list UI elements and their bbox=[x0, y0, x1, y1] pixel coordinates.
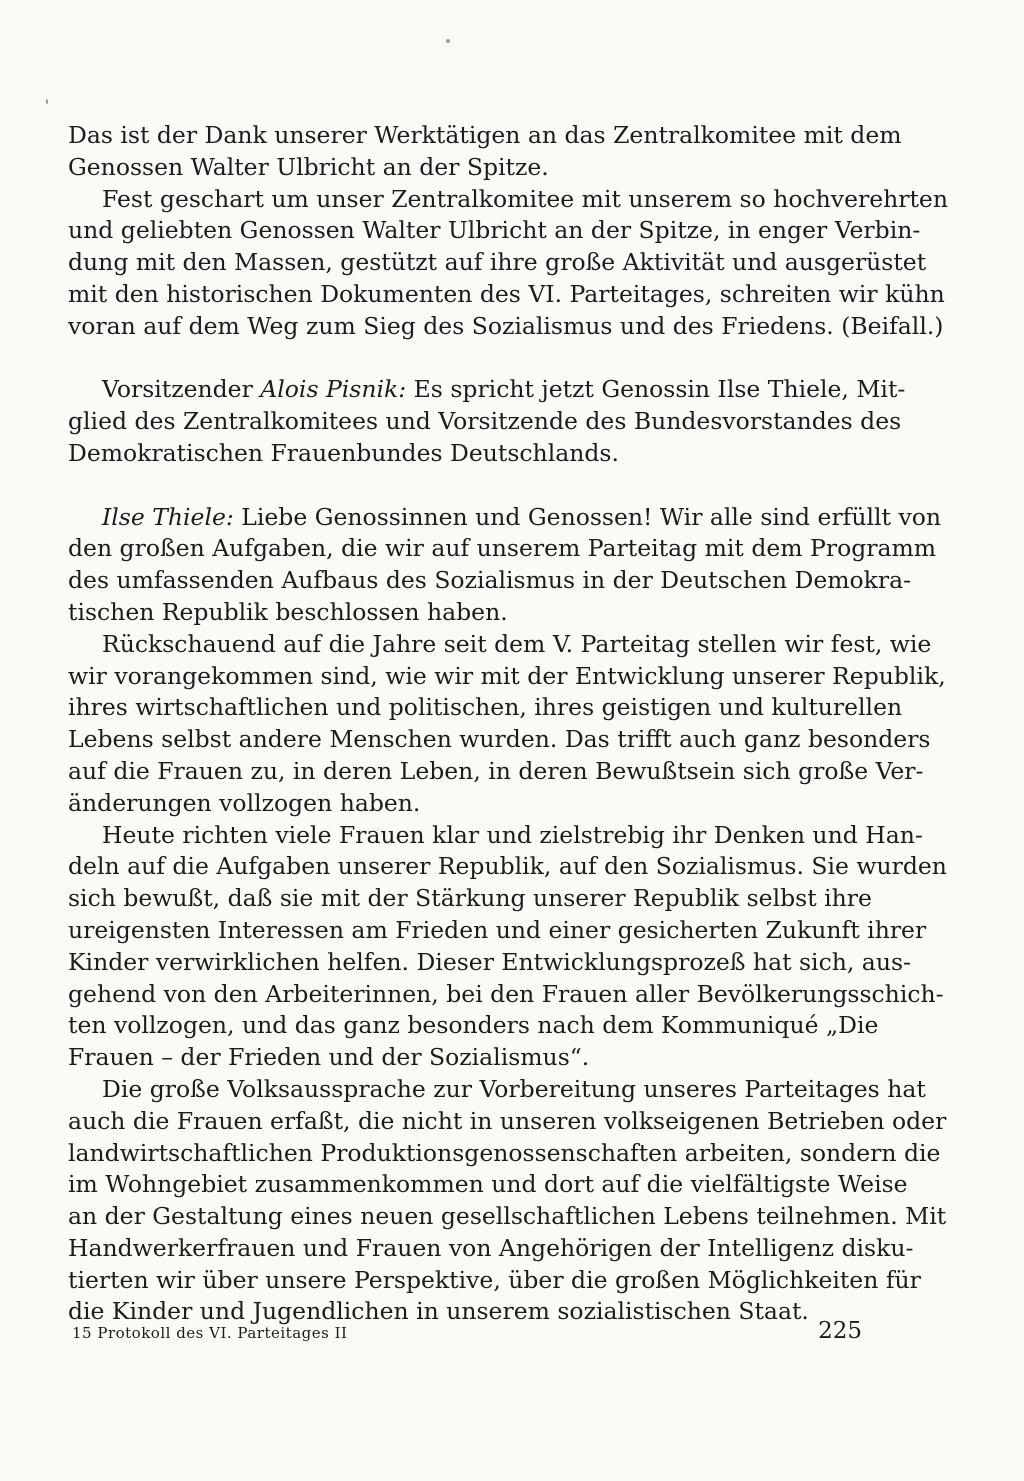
text-line: den großen Aufgaben, die wir auf unserem Parteitag mit dem Programm bbox=[68, 534, 937, 563]
text-line: ihres wirtschaftlichen und politischen, ihres geistigen und kulturellen bbox=[68, 693, 903, 722]
text-line: auf die Frauen zu, in deren Leben, in deren Bewußtsein sich große Ver- bbox=[68, 756, 924, 785]
text-line: mit den historischen Dokumenten des VI. Parteitages, schreiten wir kühn bbox=[68, 279, 945, 308]
paragraph bbox=[68, 1074, 947, 1328]
page-number: 225 bbox=[818, 1318, 862, 1344]
text-line: Handwerkerfrauen und Frauen von Angehörigen der Intelligenz disku- bbox=[68, 1233, 914, 1262]
text-line bbox=[68, 374, 906, 406]
page-footer bbox=[72, 1318, 862, 1350]
text-line: auch die Frauen erfaßt, die nicht in unseren volkseigenen Betrieben oder bbox=[68, 1106, 947, 1135]
paragraph-gap bbox=[68, 470, 868, 502]
text-line: voran auf dem Weg zum Sieg des Sozialismus und des Friedens. (Beifall.) bbox=[68, 311, 944, 340]
print-speck bbox=[46, 99, 48, 104]
text-line: Fest geschart um unser Zentralkomitee mit unserem so hochverehrten bbox=[102, 184, 948, 213]
text-fragment: Es spricht jetzt Genossin Ilse Thiele, Mit- bbox=[406, 375, 906, 404]
text-line: gehend von den Arbeiterinnen, bei den Frauen aller Bevölkerungsschich- bbox=[68, 979, 944, 1008]
text-line: sich bewußt, daß sie mit der Stärkung unserer Republik selbst ihre bbox=[68, 884, 872, 913]
text-fragment: Liebe Genossinnen und Genossen! Wir alle sind erfüllt von bbox=[233, 502, 942, 531]
document-body bbox=[68, 120, 948, 1328]
text-line: des umfassenden Aufbaus des Sozialismus in der Deutschen Demokra- bbox=[68, 566, 912, 595]
text-line: und geliebten Genossen Walter Ulbricht an der Spitze, in enger Verbin- bbox=[68, 216, 921, 245]
text-line: Genossen Walter Ulbricht an der Spitze. bbox=[68, 152, 549, 181]
text-line: ureigensten Interessen am Frieden und einer gesicherten Zukunft ihrer bbox=[68, 915, 927, 944]
paragraph-gap bbox=[68, 343, 868, 375]
text-line: dung mit den Massen, gestützt auf ihre große Aktivität und ausgerüstet bbox=[68, 248, 927, 277]
footer-signature: 15 Protokoll des VI. Parteitages II bbox=[72, 1324, 348, 1342]
chair-title: Vorsitzender bbox=[102, 375, 261, 404]
print-speck bbox=[446, 39, 450, 43]
paragraph bbox=[68, 184, 948, 343]
text-line bbox=[68, 502, 942, 534]
text-line: tierten wir über unsere Perspektive, über die großen Möglichkeiten für bbox=[68, 1265, 921, 1294]
paragraph bbox=[68, 120, 902, 184]
text-line: Frauen – der Frieden und der Sozialismus“. bbox=[68, 1043, 590, 1072]
text-line: änderungen vollzogen haben. bbox=[68, 788, 421, 817]
text-line: Heute richten viele Frauen klar und zielstrebig ihr Denken und Han- bbox=[102, 820, 923, 849]
text-line: tischen Republik beschlossen haben. bbox=[68, 597, 508, 626]
text-line: deln auf die Aufgaben unserer Republik, auf den Sozialismus. Sie wurden bbox=[68, 852, 947, 881]
text-line: Demokratischen Frauenbundes Deutschlands. bbox=[68, 438, 619, 467]
speaker-name: Ilse Thiele: bbox=[102, 502, 234, 531]
text-line: ten vollzogen, und das ganz besonders nach dem Kommuniqué „Die bbox=[68, 1011, 879, 1040]
text-line: glied des Zentralkomitees und Vorsitzende des Bundesvorstandes des bbox=[68, 407, 902, 436]
text-line: Lebens selbst andere Menschen wurden. Das trifft auch ganz besonders bbox=[68, 725, 931, 754]
paragraph bbox=[68, 629, 946, 820]
text-line: die Kinder und Jugendlichen in unserem sozialistischen Staat. bbox=[68, 1297, 809, 1326]
paragraph bbox=[68, 820, 947, 1074]
text-line: an der Gestaltung eines neuen gesellschaftlichen Lebens teilnehmen. Mit bbox=[68, 1202, 947, 1231]
text-line: wir vorangekommen sind, wie wir mit der Entwicklung unserer Republik, bbox=[68, 661, 946, 690]
text-line: Rückschauend auf die Jahre seit dem V. Parteitag stellen wir fest, wie bbox=[102, 629, 932, 658]
text-line: im Wohngebiet zusammenkommen und dort auf die vielfältigste Weise bbox=[68, 1170, 908, 1199]
text-line: Kinder verwirklichen helfen. Dieser Entwicklungsprozeß hat sich, aus- bbox=[68, 947, 911, 976]
text-line: landwirtschaftlichen Produktionsgenossenschaften arbeiten, sondern die bbox=[68, 1138, 941, 1167]
text-line: Das ist der Dank unserer Werktätigen an das Zentralkomitee mit dem bbox=[68, 121, 902, 149]
text-line: Die große Volksaussprache zur Vorbereitung unseres Parteitages hat bbox=[102, 1074, 926, 1103]
chair-paragraph bbox=[68, 374, 906, 469]
chair-name: Alois Pisnik: bbox=[260, 375, 407, 404]
speech-paragraph bbox=[68, 502, 942, 629]
